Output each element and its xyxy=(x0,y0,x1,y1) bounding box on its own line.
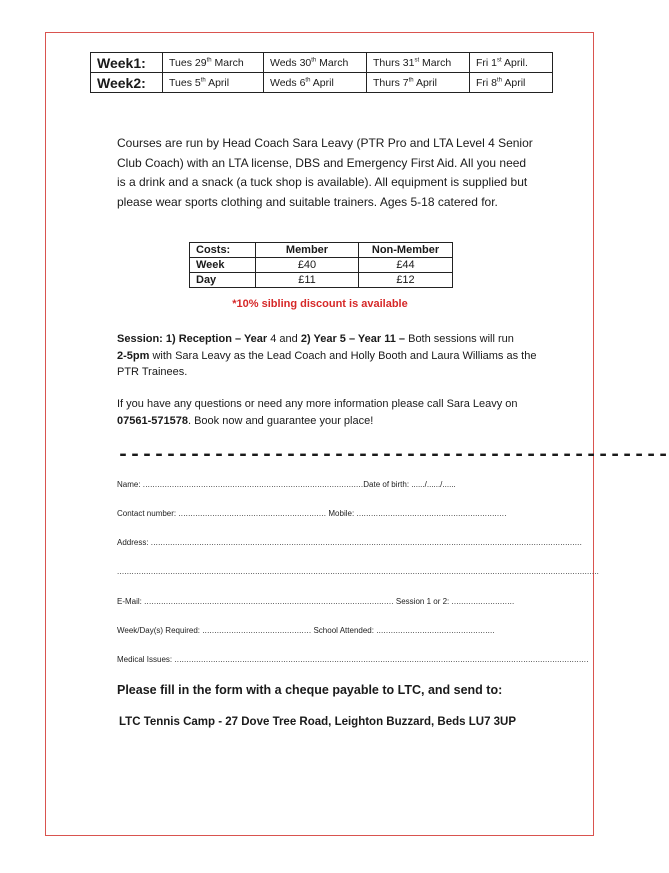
name-dob-line: Name: ...........................................................................................Date of birth: ....../....../...... xyxy=(117,480,456,489)
schedule-table xyxy=(90,52,553,93)
contact-mobile-line: Contact number: ............................................................. Mobile: .............................................................. xyxy=(117,509,507,518)
address-line-2: ....................................................................................................................................................................................................... xyxy=(117,567,600,576)
member-price: £40 xyxy=(256,258,359,273)
member-header: Member xyxy=(256,243,359,258)
non-member-header: Non-Member xyxy=(359,243,453,258)
costs-header-row xyxy=(190,243,453,258)
schedule-row-week1 xyxy=(91,53,553,73)
postal-address: LTC Tennis Camp - 27 Dove Tree Road, Leighton Buzzard, Beds LU7 3UP xyxy=(119,716,517,728)
closing-instruction: Please fill in the form with a cheque payable to LTC, and send to: xyxy=(117,683,503,697)
costs-row-day xyxy=(190,273,453,288)
week-label: Week1: xyxy=(91,53,163,73)
day-cell: Weds 6th April xyxy=(264,73,367,93)
intro-paragraph: Courses are run by Head Coach Sara Leavy (PTR Pro and LTA Level 4 Senior Club Coach) with an LTA license, DBS and Emergency First Aid. All you need is a drink and a snack (a tuck shop is available). All equipment is supplied but please wear sports clothing and suitable trainers. Ages 5-18 catered for. xyxy=(117,136,533,209)
cost-label: Day xyxy=(190,273,256,288)
cut-line: ---------------------------------------------- xyxy=(117,444,669,467)
sibling-discount-note: *10% sibling discount is available xyxy=(232,298,408,310)
session-paragraph: Session: 1) Reception – Year 4 and 2) Year 5 – Year 11 – Both sessions will run 2-5pm with Sara Leavy as the Lead Coach and Holly Booth and Laura Williams as the PTR Trainees. xyxy=(117,333,537,378)
day-cell: Weds 30th March xyxy=(264,53,367,73)
member-price: £11 xyxy=(256,273,359,288)
non-member-price: £12 xyxy=(359,273,453,288)
costs-row-week xyxy=(190,258,453,273)
week-school-line: Week/Day(s) Required: ............................................. School Attended: ................................................. xyxy=(117,626,495,635)
medical-line: Medical Issues: ........................................................................................................................................................................... xyxy=(117,655,589,664)
contact-paragraph: If you have any questions or need any more information please call Sara Leavy on 07561-571578. Book now and guarantee your place! xyxy=(117,398,518,427)
week-label: Week2: xyxy=(91,73,163,93)
schedule-row-week2 xyxy=(91,73,553,93)
non-member-price: £44 xyxy=(359,258,453,273)
day-cell: Thurs 7th April xyxy=(367,73,470,93)
day-cell: Fri 1st April. xyxy=(470,53,553,73)
phone-number: 07561-571578 xyxy=(117,414,188,427)
address-line: Address: .................................................................................................................................................................................. xyxy=(117,538,583,547)
day-cell: Tues 29th March xyxy=(163,53,264,73)
cost-label: Week xyxy=(190,258,256,273)
costs-table xyxy=(189,242,453,288)
day-cell: Tues 5th April xyxy=(163,73,264,93)
day-cell: Thurs 31st March xyxy=(367,53,470,73)
costs-header: Costs: xyxy=(190,243,256,258)
email-session-line: E-Mail: ....................................................................................................... Session 1 or 2: .......................... xyxy=(117,597,515,606)
day-cell: Fri 8th April xyxy=(470,73,553,93)
